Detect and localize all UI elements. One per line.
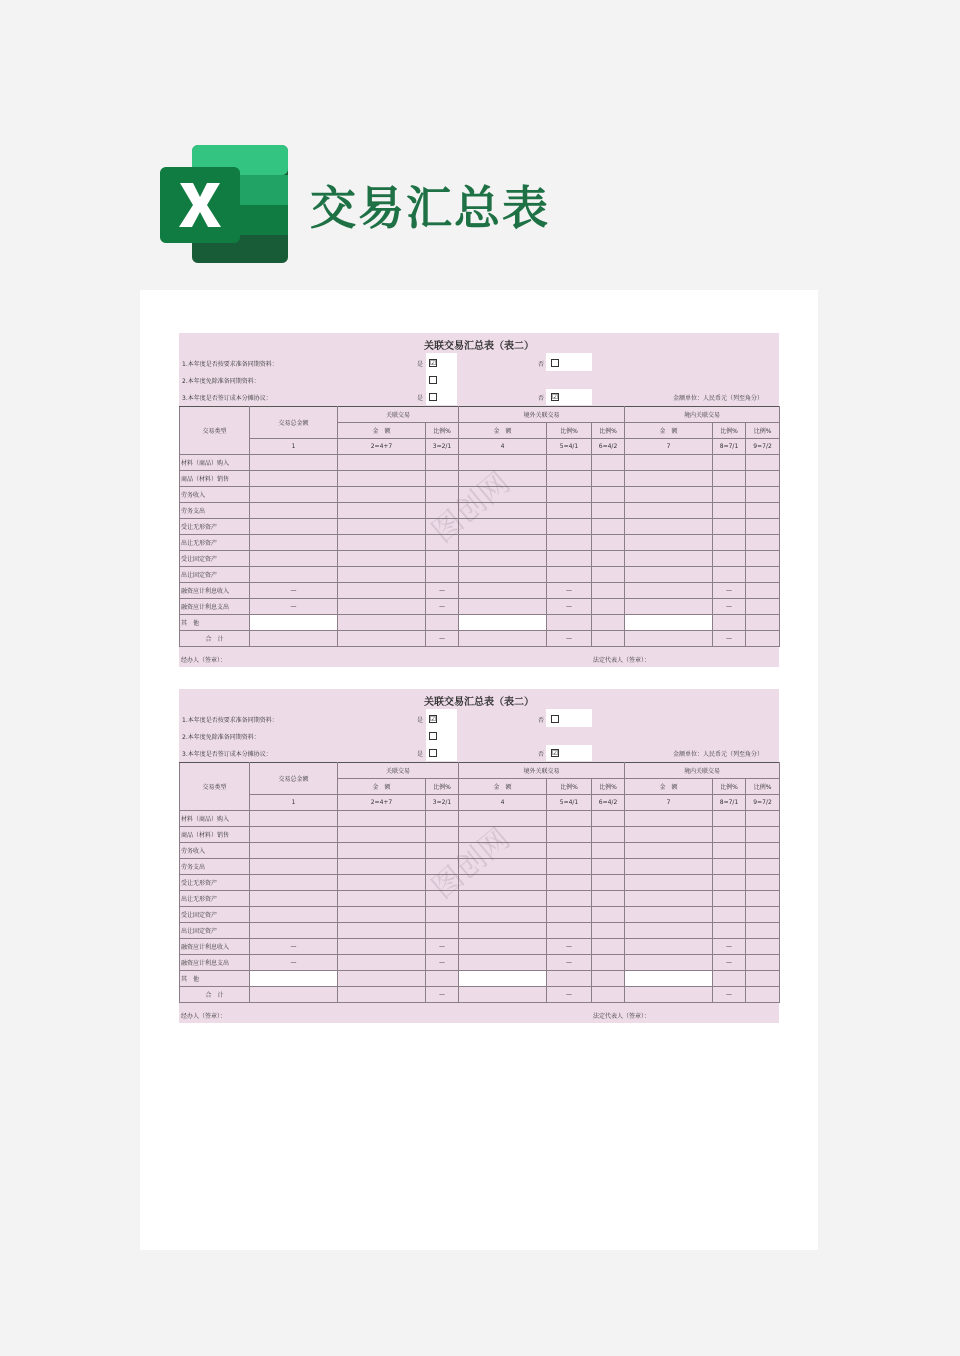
dash: —: [547, 939, 592, 955]
row-label: 出让无形资产: [180, 535, 250, 551]
formula-cell: 8=7/1: [713, 795, 746, 811]
header-related: 关联交易: [338, 407, 459, 423]
row-label: 受让固定资产: [180, 551, 250, 567]
header-amount: 金 额: [459, 779, 547, 795]
formula-cell: 6=4/2: [592, 439, 625, 455]
table-row: [180, 907, 780, 923]
no-label: 否: [538, 717, 545, 724]
dash: —: [250, 939, 338, 955]
row-label: 材料（商品）购入: [180, 811, 250, 827]
table-row: [180, 599, 780, 615]
dash: —: [250, 583, 338, 599]
no-checkbox-3[interactable]: ☑: [552, 393, 559, 401]
no-checkbox-1[interactable]: [551, 715, 559, 723]
row-label: 劳务支出: [180, 503, 250, 519]
summary-sheet: [179, 689, 779, 1023]
row-label: 材料（商品）购入: [180, 455, 250, 471]
yes-label: 是: [417, 717, 424, 724]
table-row: [180, 583, 780, 599]
no-checkbox-3[interactable]: ☑: [552, 749, 559, 757]
watermark: 图创网: [425, 821, 517, 907]
no-checkbox-1[interactable]: [551, 359, 559, 367]
row-label: 出让无形资产: [180, 891, 250, 907]
formula-cell: 7: [625, 439, 713, 455]
row-label: 出让固定资产: [180, 923, 250, 939]
question-2: 2.本年度免除准备同期资料：: [182, 734, 260, 741]
question-3: 3.本年度是否签订成本分摊协议：: [182, 751, 272, 758]
watermark: 图创网: [425, 465, 517, 551]
total-label: 合 计: [180, 631, 250, 647]
row-label: 其 他: [180, 971, 250, 987]
header-amount: 金 额: [338, 423, 426, 439]
row-label: 其 他: [180, 615, 250, 631]
no-label: 否: [538, 361, 545, 368]
dash: —: [713, 631, 746, 647]
dash: —: [713, 987, 746, 1003]
row-label: 商品（材料）销售: [180, 827, 250, 843]
sheet-title: 关联交易汇总表（表二）: [424, 341, 534, 352]
table-row: [180, 551, 780, 567]
header-ratio: 比例%: [592, 779, 625, 795]
yes-label: 是: [417, 361, 424, 368]
header-ratio: 比例%: [426, 779, 459, 795]
header-ratio: 比例%: [746, 423, 780, 439]
formula-cell: 1: [250, 439, 338, 455]
dash: —: [426, 987, 459, 1003]
header-foreign: 境外关联交易: [459, 407, 625, 423]
question-2: 2.本年度免除准备同期资料：: [182, 378, 260, 385]
handler-signature: 经办人（签章）：: [181, 1013, 227, 1020]
yes-label: 是: [417, 751, 424, 758]
handler-signature: 经办人（签章）：: [181, 657, 227, 664]
table-row: [180, 971, 780, 987]
table-row: [180, 939, 780, 955]
table-row: [180, 615, 780, 631]
total-label: 合 计: [180, 987, 250, 1003]
exempt-checkbox[interactable]: [429, 732, 437, 740]
legal-rep-signature: 法定代表人（签章）：: [593, 657, 651, 664]
dash: —: [547, 987, 592, 1003]
table-row: [180, 535, 780, 551]
dash: —: [426, 939, 459, 955]
question-3: 3.本年度是否签订成本分摊协议：: [182, 395, 272, 402]
total-row: [180, 631, 780, 647]
row-label: 受让固定资产: [180, 907, 250, 923]
row-label: 融资应计利息收入: [180, 939, 250, 955]
formula-cell: 5=4/1: [547, 439, 592, 455]
header-domestic: 境内关联交易: [625, 763, 780, 779]
row-label: 融资应计利息收入: [180, 583, 250, 599]
dash: —: [547, 599, 592, 615]
dash: —: [547, 955, 592, 971]
dash: —: [426, 599, 459, 615]
dash: —: [713, 583, 746, 599]
formula-cell: 9=7/2: [746, 439, 780, 455]
question-1: 1.本年度是否按要求准备同期资料：: [182, 717, 278, 724]
sheet-title: 关联交易汇总表（表二）: [424, 697, 534, 708]
header-ratio: 比例%: [426, 423, 459, 439]
dash: —: [547, 631, 592, 647]
excel-logo-icon: [160, 145, 290, 265]
dash: —: [713, 955, 746, 971]
no-label: 否: [538, 751, 545, 758]
legal-rep-signature: 法定代表人（签章）：: [593, 1013, 651, 1020]
summary-sheet: [179, 333, 779, 667]
formula-cell: 3=2/1: [426, 439, 459, 455]
header-ratio: 比例%: [713, 423, 746, 439]
header-ratio: 比例%: [713, 779, 746, 795]
row-label: 劳务收入: [180, 487, 250, 503]
transaction-table: [179, 762, 780, 1003]
formula-cell: 2=4+7: [338, 439, 426, 455]
formula-cell: 3=2/1: [426, 795, 459, 811]
row-label: 受让无形资产: [180, 875, 250, 891]
dash: —: [426, 631, 459, 647]
formula-cell: 1: [250, 795, 338, 811]
no-label: 否: [538, 395, 545, 402]
row-label: 受让无形资产: [180, 519, 250, 535]
row-label: 融资应计利息支出: [180, 599, 250, 615]
header-amount: 金 额: [459, 423, 547, 439]
yes-label: 是: [417, 395, 424, 402]
formula-cell: 2=4+7: [338, 795, 426, 811]
row-label: 劳务支出: [180, 859, 250, 875]
dash: —: [547, 583, 592, 599]
transaction-table: [179, 406, 780, 647]
unit-note: 金额单位：人民币元（列至角分）: [673, 395, 764, 402]
row-label: 劳务收入: [180, 843, 250, 859]
header-ratio: 比例%: [746, 779, 780, 795]
formula-cell: 9=7/2: [746, 795, 780, 811]
header-amount: 金 额: [625, 779, 713, 795]
formula-cell: 4: [459, 439, 547, 455]
question-1: 1.本年度是否按要求准备同期资料：: [182, 361, 278, 368]
header-domestic: 境内关联交易: [625, 407, 780, 423]
dash: —: [426, 583, 459, 599]
dash: —: [250, 955, 338, 971]
yes-checkbox-3[interactable]: [429, 749, 437, 757]
header-foreign: 境外关联交易: [459, 763, 625, 779]
table-row: [180, 955, 780, 971]
page-title: 交易汇总表: [310, 181, 550, 235]
row-label: 出让固定资产: [180, 567, 250, 583]
row-label: 融资应计利息支出: [180, 955, 250, 971]
formula-cell: 8=7/1: [713, 439, 746, 455]
yes-checkbox-1[interactable]: ☑: [430, 715, 437, 723]
header-related: 关联交易: [338, 763, 459, 779]
dash: —: [713, 599, 746, 615]
table-row: [180, 567, 780, 583]
formula-cell: 4: [459, 795, 547, 811]
header-ratio: 比例%: [547, 423, 592, 439]
formula-cell: 7: [625, 795, 713, 811]
formula-cell: 5=4/1: [547, 795, 592, 811]
yes-checkbox-1[interactable]: ☑: [430, 359, 437, 367]
header-total: 交易总金额: [250, 407, 338, 439]
table-row: [180, 923, 780, 939]
table-row: [180, 891, 780, 907]
dash: —: [426, 955, 459, 971]
header-type: 交易类型: [180, 407, 250, 455]
formula-cell: 6=4/2: [592, 795, 625, 811]
header-ratio: 比例%: [547, 779, 592, 795]
exempt-checkbox[interactable]: [429, 376, 437, 384]
header-type: 交易类型: [180, 763, 250, 811]
yes-checkbox-3[interactable]: [429, 393, 437, 401]
header-total: 交易总金额: [250, 763, 338, 795]
header-amount: 金 额: [338, 779, 426, 795]
unit-note: 金额单位：人民币元（列至角分）: [673, 751, 764, 758]
header-ratio: 比例%: [592, 423, 625, 439]
header-amount: 金 额: [625, 423, 713, 439]
row-label: 商品（材料）销售: [180, 471, 250, 487]
total-row: [180, 987, 780, 1003]
dash: —: [250, 599, 338, 615]
dash: —: [713, 939, 746, 955]
